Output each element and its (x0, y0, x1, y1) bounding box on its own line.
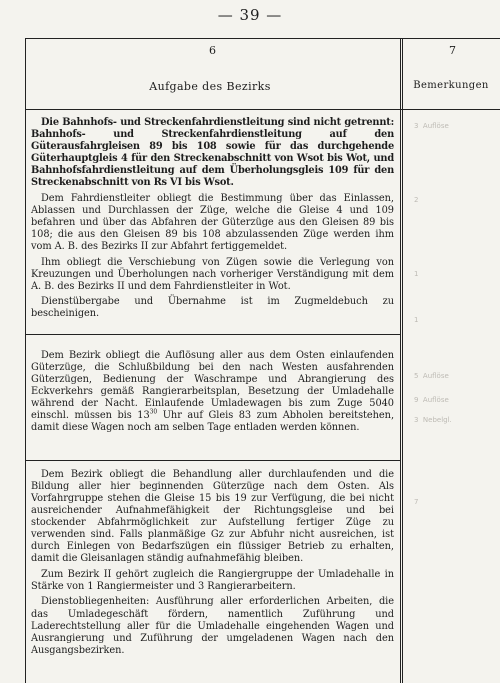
row1-bottom-rule (25, 334, 400, 335)
section-3-paragraph-1: Dem Bezirk obliegt die Behandlung aller durchlaufenden und die Bildung aller hier beginnenden Güterzüge nach dem Osten. Als Vorfahrgruppe stehen die Gleise 15 bis 19 zur Verfügung, die bei nicht ausreichender Aufnahmefähigkeit der Richtungsgleise und bei stockender Abfahrmöglichkeit zur Aufstellung fertiger Züge zu verwenden sind. Falls planmäßige Gz zur Abfuhr nicht ausreichen, ist durch Einlegen von Bedarfszügen ein flüssiger Betrieb zu erhalten, damit die Gleisanlagen ständig aufnahmefähig bleiben. (31, 469, 394, 565)
bleed-through-mark: 3 Auflöse (414, 122, 449, 130)
section-1-paragraph-3: Ihm obliegt die Verschiebung von Zügen sowie die Verlegung von Kreuzungen und Überholungen nach vorheriger Verständigung mit dem A. B. des Bezirks II und dem Fahrdienstleiter in Wot. (31, 256, 394, 292)
bleed-through-mark: 1 (414, 316, 419, 324)
section-2 (31, 350, 394, 438)
time-minutes-superscript: 30 (149, 408, 158, 416)
section-2-text-b: Uhr auf Gleis 83 zum Abholen bereitstehen, damit diese Wagen noch am selben Tage entladen werden können. (31, 410, 395, 434)
section-2-paragraph-1 (31, 350, 394, 434)
table-top-rule (25, 38, 500, 39)
column-6-header: Aufgabe des Bezirks (149, 80, 271, 93)
column-7-header: Bemerkungen (413, 80, 489, 91)
section-1-paragraph-1: Die Bahnhofs- und Streckenfahrdienstleitung sind nicht getrennt: Bahnhofs- und Streckenfahrdienstleitung auf den Güterausfahrgleisen 89 bis 108 sowie für das durchgehende Güterhauptgleis 4 für den Streckenabschnitt von Wsot bis Wot, und Bahnhofsfahrdienstleitung auf dem Überholungsgleis 109 für den Streckenabschnitt von Rs VI bis Wsot. (31, 117, 394, 189)
bleed-through-mark: 7 (414, 498, 419, 506)
section-3-paragraph-3: Dienstobliegenheiten: Ausführung aller erforderlichen Arbeiten, die das Umladegeschäft fördern, namentlich Zuführung und Laderechtstellung aller für die Umladehalle eingehenden Wagen und Ausrangierung und Zuführung der umgeladenen Wagen nach den Ausgangsbezirken. (31, 596, 394, 656)
bleed-through-mark: 2 (414, 196, 419, 204)
bleed-through-mark: 5 Auflöse (414, 372, 449, 380)
column-divider-double (402, 38, 403, 683)
section-1 (31, 117, 394, 324)
bleed-through-mark: 3 Nebelgl. (414, 416, 452, 424)
bleed-through-mark: 1 (414, 270, 419, 278)
column-7-number: 7 (449, 44, 456, 57)
page-number: — 39 — (217, 6, 283, 24)
column-divider (400, 38, 401, 683)
column-6-number: 6 (209, 44, 216, 57)
row2-bottom-rule (25, 460, 400, 461)
section-2-text-a: Dem Bezirk obliegt die Auflösung aller aus dem Osten einlaufenden Güterzüge, die Schlußbildung bei den nach Westen ausfahrenden Güterzügen, Bedienung der Waschrampe und Abrangierung des Eckverkehrs gemäß Rangierarbeitsplan, Besetzung der Umladehalle während der Nacht. Einlaufende Umladewagen bis zum Zuge 5040 einschl. müssen bis 13 (31, 350, 394, 422)
section-3 (31, 469, 394, 660)
bleed-through-mark: 9 Auflöse (414, 396, 449, 404)
section-1-paragraph-2: Dem Fahrdienstleiter obliegt die Bestimmung über das Einlassen, Ablassen und Durchlassen der Züge, welche die Gleise 4 und 109 befahren und über das Abfahren der Güterzüge aus den Gleisen 89 bis 108; die aus den Gleisen 89 bis 108 abzulassenden Züge werden ihm vom A. B. des Bezirks II zur Abfahrt fertiggemeldet. (31, 192, 394, 252)
header-bottom-rule (25, 109, 500, 110)
section-1-paragraph-4: Dienstübergabe und Übernahme ist im Zugmeldebuch zu bescheinigen. (31, 296, 394, 320)
section-3-paragraph-2: Zum Bezirk II gehört zugleich die Rangiergruppe der Umladehalle in Stärke von 1 Rangiermeister und 3 Rangierarbeitern. (31, 568, 394, 592)
left-border (25, 38, 26, 683)
